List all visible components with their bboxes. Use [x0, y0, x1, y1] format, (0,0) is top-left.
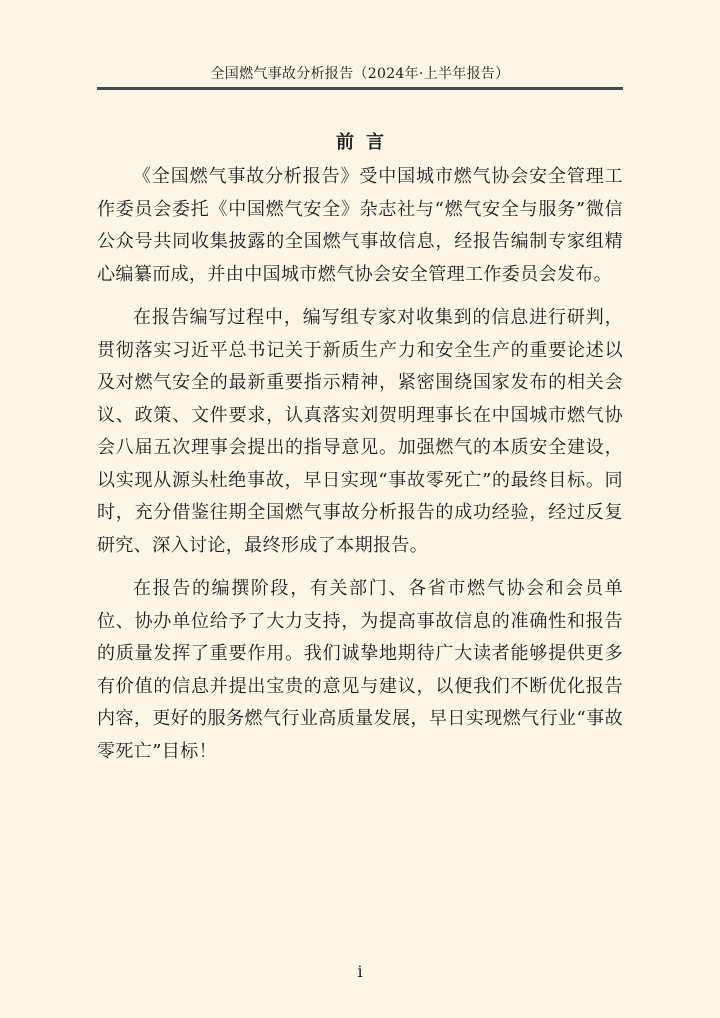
paragraph-3: 在报告的编撰阶段，有关部门、各省市燃气协会和会员单位、协办单位给予了大力支持，为提高事故信息的准确性和报告的质量发挥了重要作用。我们诚挚地期待广大读者能够提供更多有价值的信息并提出宝贵的意见与建议，以便我们不断优化报告内容，更好的服务燃气行业高质量发展，早日实现燃气行业“事故零死亡”目标！: [97, 578, 623, 762]
running-header: 全国燃气事故分析报告（2024年·上半年报告）: [210, 66, 510, 82]
paragraph-1: 《全国燃气事故分析报告》受中国城市燃气协会安全管理工作委员会委托《中国燃气安全》杂志社与“燃气安全与服务”微信公众号共同收集披露的全国燃气事故信息，经报告编制专家组精心编纂而成，并由中国城市燃气协会安全管理工作委员会发布。: [97, 166, 623, 285]
paragraph-2: 在报告编写过程中，编写组专家对收集到的信息进行研判，贯彻落实习近平总书记关于新质生产力和安全生产的重要论述以及对燃气安全的最新重要指示精神，紧密围绕国家发布的相关会议、政策、文件要求，认真落实刘贺明理事长在中国城市燃气协会八届五次理事会提出的指导意见。加强燃气的本质安全建设，以实现从源头杜绝事故，早日实现“事故零死亡”的最终目标。同时，充分借鉴往期全国燃气事故分析报告的成功经验，经过反复研究、深入讨论，最终形成了本期报告。: [97, 307, 623, 556]
page-number: i: [357, 962, 363, 981]
section-title: 前言: [336, 132, 396, 153]
body-text: [97, 161, 623, 779]
header-divider: [97, 87, 623, 90]
